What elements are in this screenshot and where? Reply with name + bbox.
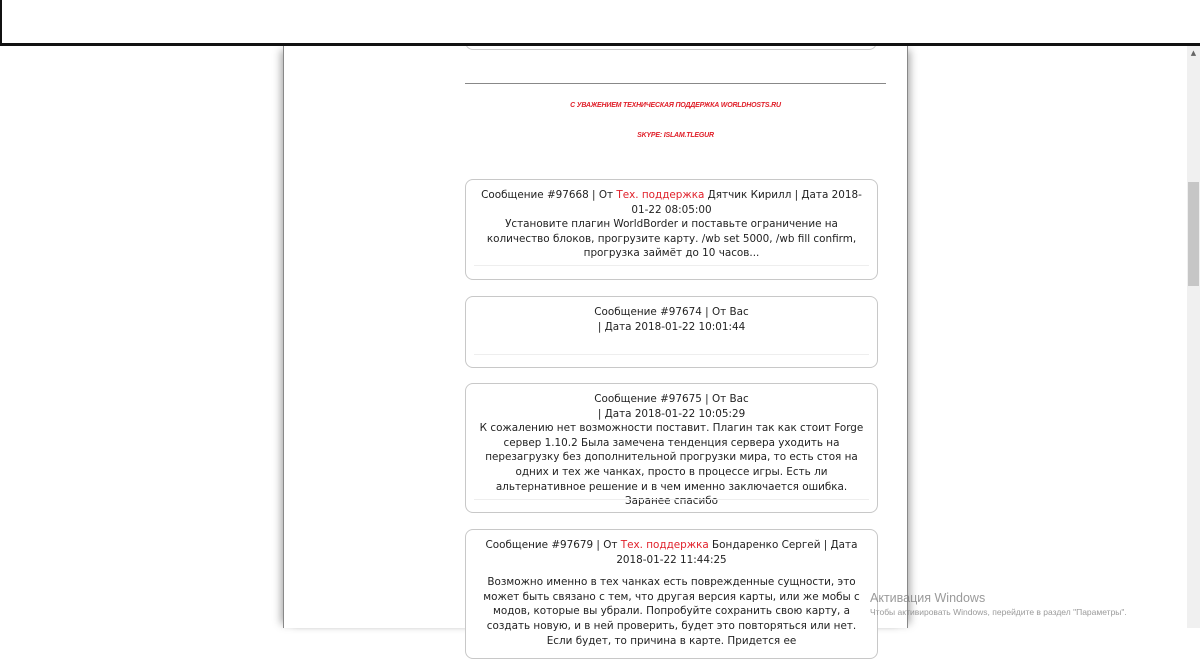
watermark-title: Активация Windows <box>870 591 986 605</box>
message-author-date: Дятчик Кирилл | Дата 2018-01-22 08:05:00 <box>631 189 862 216</box>
message-header <box>476 392 867 421</box>
top-bar <box>0 0 1200 46</box>
message-date: | Дата 2018-01-22 10:01:44 <box>597 320 746 333</box>
message-header <box>476 188 867 217</box>
signature-divider <box>465 83 886 84</box>
scrollbar-thumb[interactable] <box>1188 182 1199 286</box>
support-role-label: Тех. поддержка <box>616 189 705 201</box>
support-role-label: Тех. поддержка <box>620 539 709 551</box>
message-card <box>465 296 878 368</box>
message-date: | Дата 2018-01-22 10:05:29 <box>597 407 746 420</box>
message-card <box>465 383 878 513</box>
vertical-scrollbar[interactable] <box>1187 46 1200 628</box>
message-meta: Сообщение #97675 | От Вас <box>594 393 749 405</box>
ticket-page <box>283 46 908 647</box>
message-card <box>465 179 878 280</box>
scroll-up-arrow-icon[interactable]: ▲ <box>1190 49 1197 57</box>
card-divider <box>474 265 869 266</box>
message-header <box>476 305 867 334</box>
signature-line: С УВАЖЕНИЕМ ТЕХНИЧЕСКАЯ ПОДДЕРЖКА WORLDHOSTS.RU <box>570 102 781 109</box>
message-body: Установите плагин WorldBorder и поставьте ограничение на количество блоков, прогрузите карту. /wb set 5000, /wb fill confirm, прогрузка займёт до 10 часов... <box>486 218 857 260</box>
windows-activation-watermark <box>870 591 1127 617</box>
message-body: Возможно именно в тех чанках есть поврежденные сущности, это может быть связано с тем, что другая версия карты, или же мобы с модов, которые вы убрали. Попробуйте сохранить свою карту, а создать новую, и в ней проверить, будет это повторяться или нет. Если будет, то причина в карте. Придется ее <box>483 576 860 647</box>
message-author-date: Бондаренко Сергей | Дата 2018-01-22 11:44:25 <box>616 539 858 566</box>
watermark-subtitle: Чтобы активировать Windows, перейдите в раздел "Параметры". <box>870 607 1127 617</box>
card-divider <box>474 354 869 355</box>
message-header <box>476 538 867 567</box>
message-meta: Сообщение #97674 | От Вас <box>594 306 749 318</box>
signature-skype: SKYPE: ISLAM.TLEGUR <box>637 132 714 139</box>
message-meta: Сообщение #97668 | От <box>481 189 617 201</box>
message-card <box>465 529 878 659</box>
message-meta: Сообщение #97679 | От <box>485 539 621 551</box>
message-body: К сожалению нет возможности поставит. Плагин так как стоит Forge сервер 1.10.2 Была замечена тенденция сервера уходить на перезагрузку без дополнительной прогрузки мира, то есть стоя на одних и тех же чанках, просто в процессе игры. Есть ли альтернативное решение и в чем именно заключается ошибка. Заранее спасибо <box>479 422 864 508</box>
card-divider <box>474 499 869 500</box>
